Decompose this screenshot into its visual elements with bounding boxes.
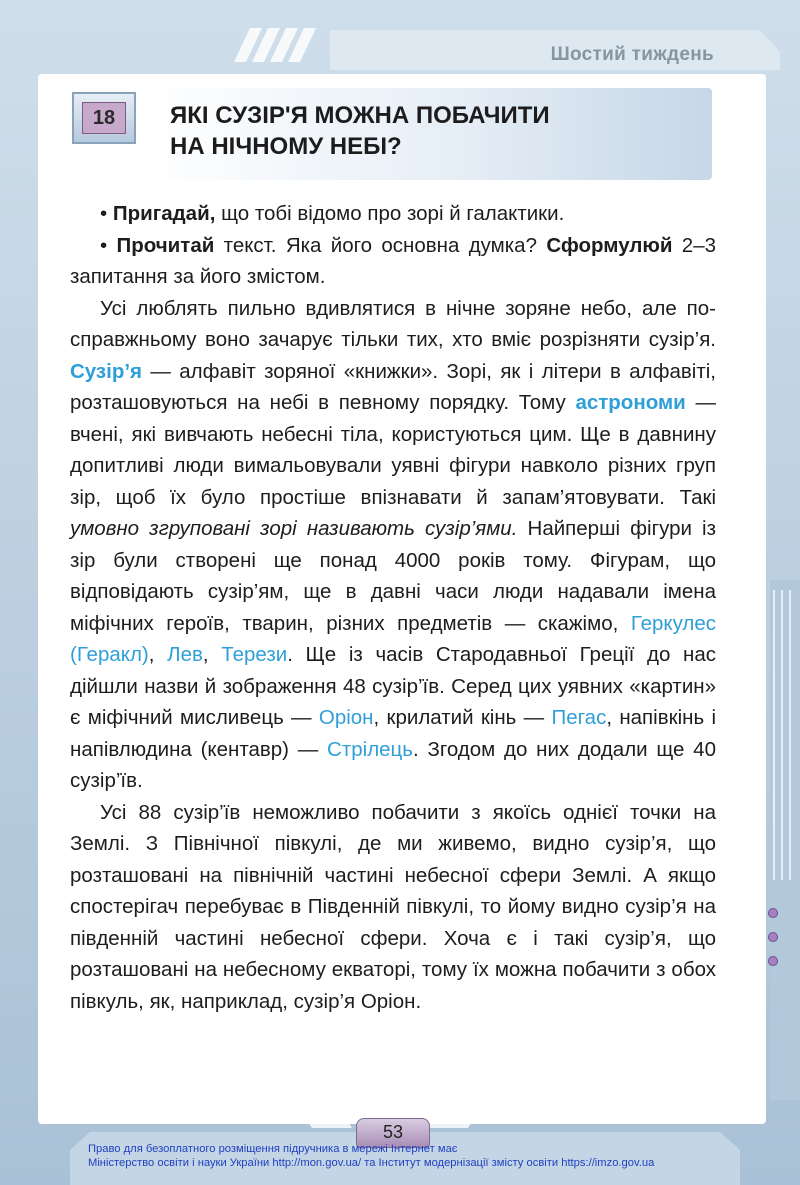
title-line-2: НА НІЧНОМУ НЕБІ? (170, 133, 402, 160)
week-label: Шостий тиждень (550, 44, 714, 65)
p1-text-2: — алфавіт зоряної «книжки». Зорі, як і літери в алфавіті, розташовуються на небі в певному порядку. Тому (70, 359, 716, 414)
title-line-1: ЯКІ СУЗІР'Я МОЖНА ПОБАЧИТИ (170, 102, 550, 129)
task-formulate-verb: Сформулюй (546, 233, 673, 257)
p1-italic-definition: умовно згруповані зорі називають сузір’ями. (70, 517, 518, 540)
paragraph-1 (70, 293, 716, 797)
paragraph-2: Усі 88 сузір’їв неможливо побачити з якоїсь однієї точки на Землі. З Північної півкулі, де ми живемо, видно сузір’я, що розташовані на північній частині небесної сфери Землі. А якщо спостерігач перебуває в Південній півкулі, то йому видно сузір’я на південній частині небесної сфери. Хоча є і такі сузір’я, що розташовані на небесному екваторі, тому їх можна побачити з обох півкуль, як, наприклад, сузір’я Оріон. (70, 800, 716, 1013)
p1-text-4: Найперші фігури із зір були створені ще понад 4000 років тому. Фігурам, що відповідають сузір’ям, ще в давні часи люди надавали імена міфічних героїв, тварин, різних предметів — скажімо, (70, 517, 716, 635)
task-recall-verb: Пригадай, (112, 202, 216, 225)
lesson-number-box (72, 92, 136, 144)
footer-line-2: Міністерство освіти і науки України http://mon.gov.ua/ та Інститут модернізації змісту освіти https://imzo.gov.ua (88, 1157, 655, 1169)
p1-comma-1: , (148, 643, 168, 666)
p1-text-3: — вчені, які вивчають небесні тіла, користуються цим. Ще в давнину допитливі люди вимальовували уявні фігури навколо різних груп зір, щоб їх було простіше впізнавати й запам’ятовувати. Такі (70, 391, 716, 509)
link-libra[interactable]: Терези (221, 643, 288, 666)
link-sagittarius[interactable]: Стрілець (327, 737, 413, 761)
link-leo[interactable]: Лев (167, 643, 203, 666)
lesson-number: 18 (82, 102, 126, 134)
footer-copyright (88, 1142, 728, 1170)
p1-text-6: , крилатий кінь — (373, 706, 552, 729)
task-read: • Прочитай текст. Яка його основна думка? Сформулюй 2–3 запитання за його змістом. (70, 233, 716, 288)
p1-comma-2: , (202, 643, 222, 666)
p1-text-1: Усі люблять пильно вдивлятися в нічне зоряне небо, але по-справжньому воно зачарує тільки тих, хто вміє розрізняти сузір’я. (70, 296, 716, 351)
p1-text-5: . Ще із часів Стародавньої Греції до нас дійшли назви й зображення 48 сузір’їв. Серед цих уявних «картин» є міфічний мисливець — (70, 643, 716, 729)
task-formulate-text: 2–3 запитання за його змістом. (70, 233, 716, 288)
lesson-text (70, 198, 716, 1017)
task-read-text: текст. Яка його основна думка? (214, 233, 537, 257)
p1-text-7: , напівкінь і напівлюдина (кентавр) — (70, 706, 716, 761)
link-pegasus[interactable]: Пегас (551, 706, 607, 729)
task-recall: • Пригадай, що тобі відомо про зорі й галактики. (100, 202, 565, 225)
side-dots-decoration (768, 908, 778, 980)
task-read-verb: Прочитай (116, 233, 215, 257)
term-constellation: Сузір’я (70, 359, 143, 383)
page-number: 53 (356, 1118, 430, 1148)
footer-line-1: Право для безоплатного розміщення підручника в мережі Інтернет має (88, 1143, 458, 1155)
task-recall-text: що тобі відомо про зорі й галактики. (215, 202, 565, 225)
term-astronomers: астрономи (575, 391, 686, 414)
link-orion[interactable]: Оріон (318, 706, 374, 729)
p1-text-8: . Згодом до них додали ще 40 сузір’їв. (70, 737, 716, 792)
link-hercules[interactable]: Геркулес (Геракл) (70, 611, 716, 666)
lesson-title (170, 100, 690, 162)
